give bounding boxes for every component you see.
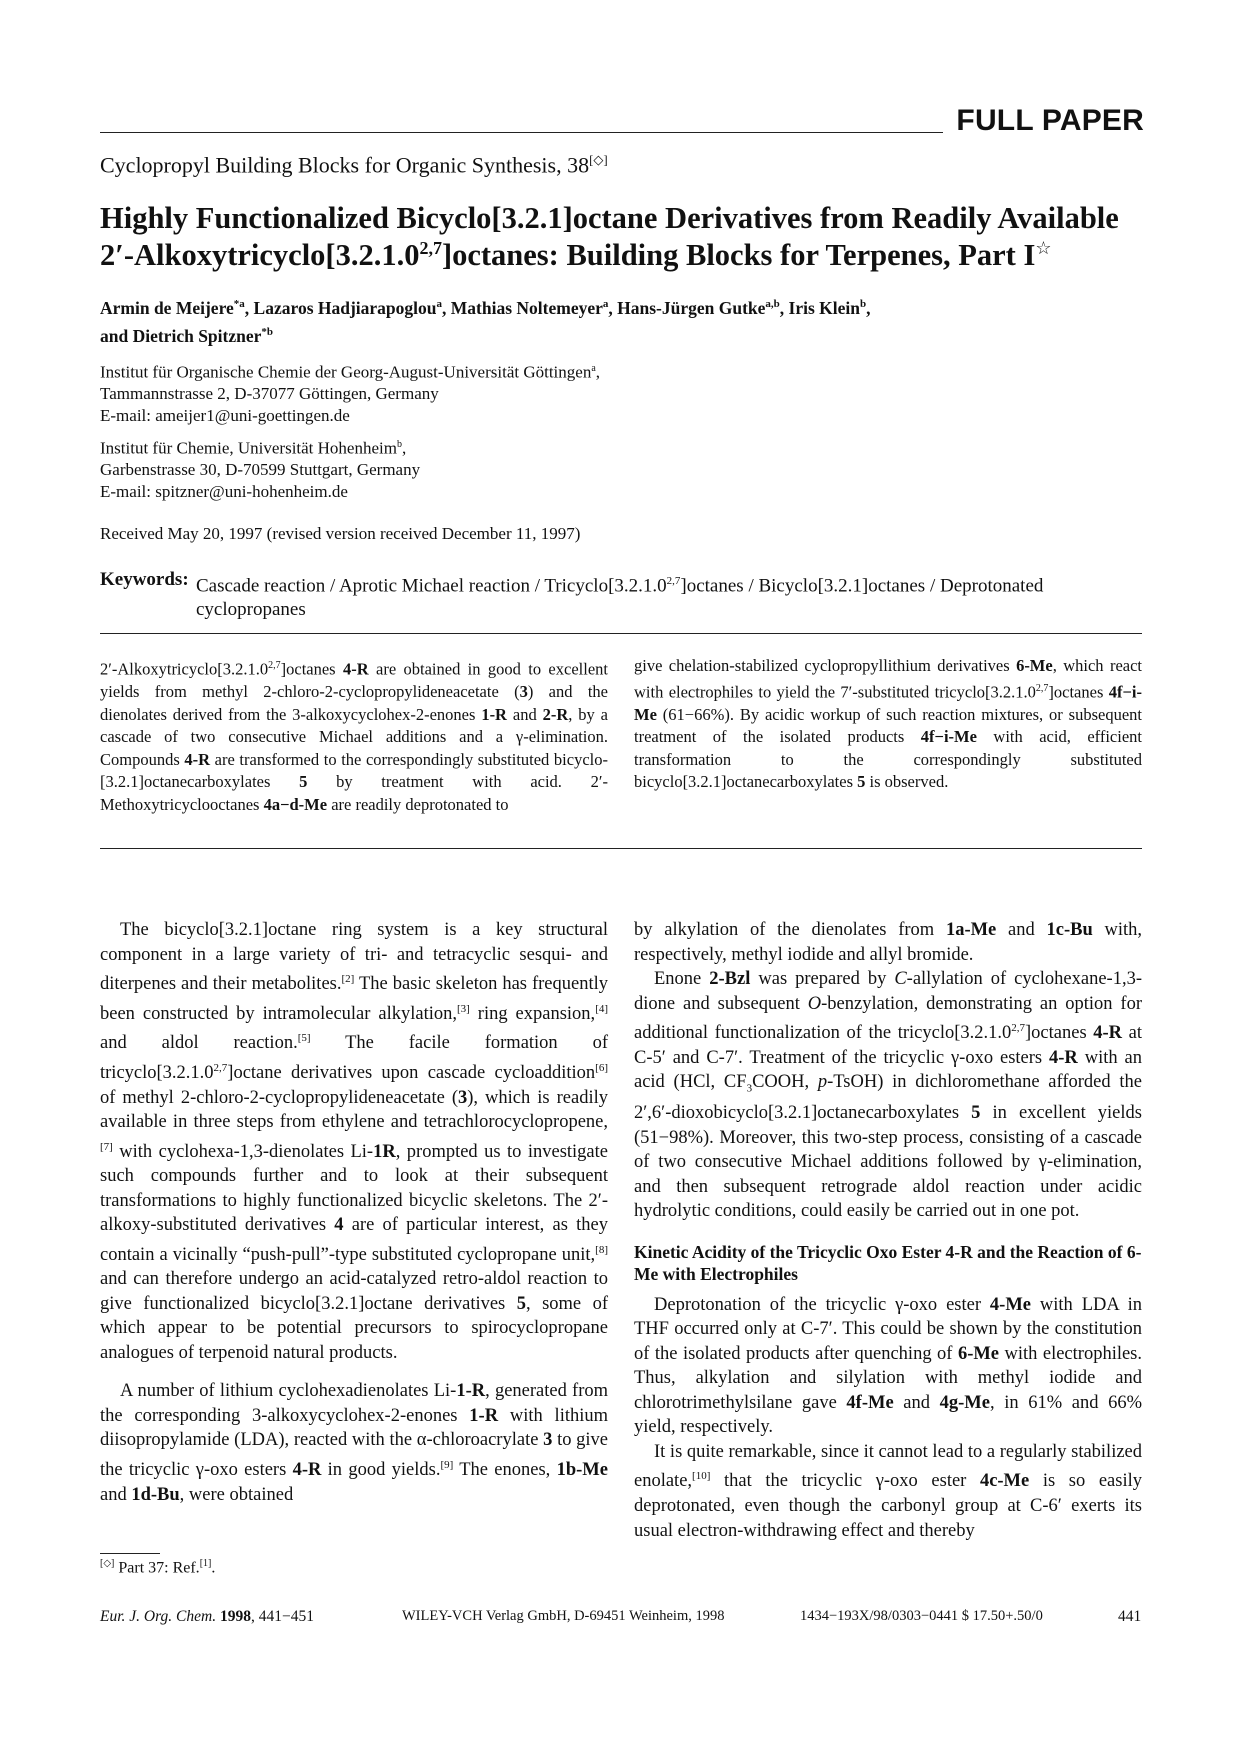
paragraph: It is quite remarkable, since it cannot lead to a regularly stabilized enolate,[10] that the tricyclic γ-oxo ester 4c-Me is so easily deprotonated, even though the carbonyl group at C-6′ exerts its usual electron-withdrawing effect and thereby [634,1441,1143,1541]
abstract-top-rule [100,633,1142,634]
email-link[interactable]: E-mail: ameijer1@uni-goettingen.de [100,405,350,425]
body-right-column [634,918,1142,1543]
email-link[interactable]: E-mail: spitzner@uni-hohenheim.de [100,481,348,501]
affiliation-b: Institut für Chemie, Universität Hohenheim$^b$, Garbenstrasse 30, D-70599 Stuttgart, Germany E-mail: spitzner@uni-hohenheim.de [100,438,421,501]
abstract-left: 2′-Alkoxytricyclo[3.2.1.0$^{2,7}$]octanes 4-R are obtained in good to excellent yields from methyl 2-chloro-2-cyclopropylideneacetate (3) and the dienolates derived from the 3-alkoxycyclohex-2-enones 1-R and 2-R, by a cascade of two consecutive Michael additions and a γ-elimination. Compounds 4-R are transformed to the correspondingly substituted bicyclo-[3.2.1]octanecarboxylates 5 by treatment with acid. 2′-Methoxytricyclooctanes 4a−d-Me are readily deprotonated to [100,659,608,814]
paragraph: Deprotonation of the tricyclic γ-oxo ester 4-Me with LDA in THF occurred only at C-7′. This could be shown by the constitution of the isolated products after quenching of 6-Me with electrophiles. Thus, alkylation and silylation with methyl iodide and chlorotrimethylsilane gave 4f-Me and 4g-Me, in 61% and 66% yield, respectively. [634,1294,1143,1438]
author: Lazaros Hadjiarapoglou$^a$, [253,297,451,318]
body-left-column [100,918,608,1507]
author: and Dietrich Spitzner$^{*b}$ [100,325,274,346]
paragraph: The bicyclo[3.2.1]octane ring system is a key structural component in a large variety of tri- and tetracyclic sesqui- and diterpenes and their metabolites.[2] The basic skeleton has frequently been constructed by intramolecular alkylation,[3] ring expansion,[4] and aldol reaction.[5] The facile formation of tricyclo[3.2.1.0$^{2,7}$]octane derivatives upon cascade cycloaddition[6] of methyl 2-chloro-2-cyclopropylideneacetate (3), which is readily available in three steps from ethylene and tetrachlorocyclopropene,[7] with cyclohexa-1,3-dienolates Li-1R, prompted us to investigate such compounds further and to look at their subsequent transformations to highly functionalized bicyclic skeletons. The 2′-alkoxy-substituted derivatives 4 are of particular interest, as they contain a vicinally “push-pull”-type substituted cyclopropane unit,[8] and can therefore undergo an acid-catalyzed retro-aldol reaction to give functionalized bicyclo[3.2.1]octane derivatives 5, some of which appear to be potential precursors to spirocyclopropane analogues of terpenoid natural products. [100,920,609,1363]
author: Armin de Meijere$^{*a}$, [100,297,254,318]
abstract-bottom-rule [100,848,1142,849]
received-dates: Received May 20, 1997 (revised version received December 11, 1997) [100,524,581,543]
author: Iris Klein$^b$, [788,297,871,318]
footer-citation: Eur. J. Org. Chem. 1998, 441−451 [100,1608,314,1625]
paragraph: by alkylation of the dienolates from 1a-Me and 1c-Bu with, respectively, methyl iodide and allyl bromide. [634,920,1142,965]
footer-issn: 1434−193X/98/0303−0441 $ 17.50+.50/0 [800,1608,1043,1624]
series-ref: [◇] [589,152,608,167]
series-title: Cyclopropyl Building Blocks for Organic Synthesis, 38[◇] [100,152,608,178]
paper-title: Highly Functionalized Bicyclo[3.2.1]octane Derivatives from Readily Available 2′-Alkoxytricyclo[3.2.1.0$^{2,7}$]octanes: Building Blocks for Terpenes, Part I☆ [100,201,1119,272]
author: Hans-Jürgen Gutke$^{a,b}$, [617,297,789,318]
footer-publisher: WILEY-VCH Verlag GmbH, D-69451 Weinheim, 1998 [402,1608,725,1624]
author: Mathias Noltemeyer$^a$, [450,297,618,318]
paragraph: Enone 2-Bzl was prepared by C-allylation of cyclohexane-1,3-dione and subsequent O-benzylation, demonstrating an option for additional functionalization of the tricyclo[3.2.1.0$^{2,7}$]octanes 4-R at C-5′ and C-7′. Treatment of the tricyclic γ-oxo esters 4-R with an acid (HCl, $CF_3COOH$, p-TsOH) in dichloromethane afforded the 2′,6′-dioxobicyclo[3.2.1]octanecarboxylates 5 in excellent yields (51−98%). Moreover, this two-step process, consisting of a cascade of two consecutive Michael additions followed by γ-elimination, and then subsequent retrograde aldol reaction under acidic hydrolytic conditions, could easily be carried out in one pot. [634,969,1142,1222]
paragraph: A number of lithium cyclohexadienolates Li-1-R, generated from the corresponding 3-alkoxycyclohex-2-enones 1-R with lithium diisopropylamide (LDA), reacted with the α-chloroacrylate 3 to give the tricyclic γ-oxo esters 4-R in good yields.[9] The enones, 1b-Me and 1d-Bu, were obtained [100,1381,608,1505]
footnote-rule [100,1553,160,1554]
keywords-label: Keywords: [100,569,189,590]
affiliation-a: Institut für Organische Chemie der Georg-August-Universität Göttingen$^a$, Tammannstrasse 2, D-37077 Göttingen, Germany E-mail: ameijer1@uni-goettingen.de [100,362,601,425]
star-mark: ☆ [1035,237,1052,258]
keywords-list: Cascade reaction / Aprotic Michael reaction / Tricyclo[3.2.1.0$^{2,7}$]octanes / Bicyclo[3.2.1]octanes / Deprotonated cyclopropanes [196,575,1044,621]
page-number: 441 [1118,1608,1142,1625]
author-list [100,292,1080,348]
header-label: FULL PAPER [956,104,1144,137]
section-heading: Kinetic Acidity of the Tricyclic Oxo Ester 4-R and the Reaction of 6-Me with Electrophiles [634,1241,1142,1284]
footnote: [◇] Part 37: Ref.[1]. [100,1558,216,1577]
header-rule [100,132,943,133]
abstract-right: give chelation-stabilized cyclopropyllithium derivatives 6-Me, which react with electrophiles to yield the 7′-substituted tricyclo[3.2.1.0$^{2,7}$]octanes 4f−i-Me (61−66%). By acidic workup of such reaction mixtures, or subsequent treatment of the isolated products 4f−i-Me with acid, efficient transformation to the correspondingly substituted bicyclo[3.2.1]octanecarboxylates 5 is observed. [634,656,1143,791]
